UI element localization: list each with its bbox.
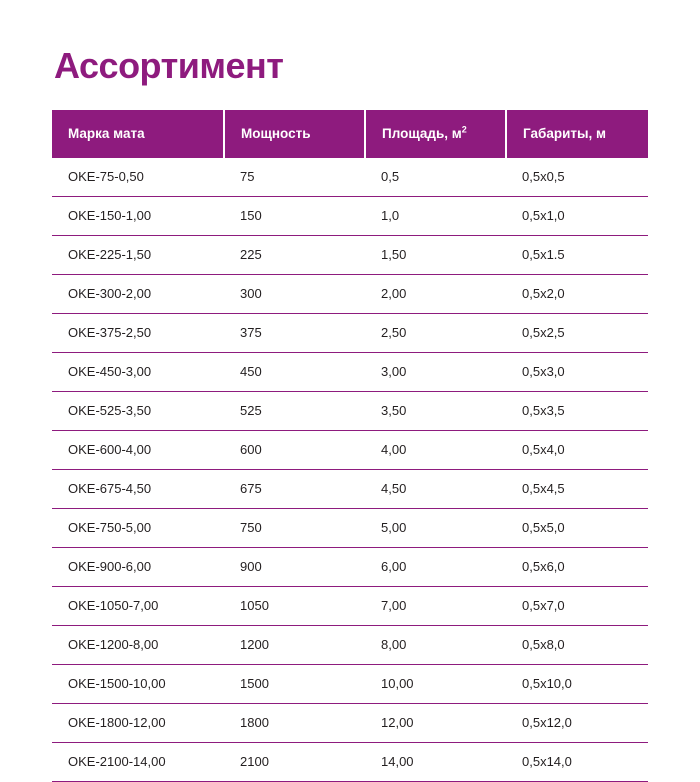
cell-power: 1800 (224, 703, 365, 742)
cell-power: 300 (224, 274, 365, 313)
table-row (52, 313, 648, 352)
table-row (52, 547, 648, 586)
table-row (52, 508, 648, 547)
cell-power: 450 (224, 352, 365, 391)
cell-area: 1,50 (365, 235, 506, 274)
cell-power: 525 (224, 391, 365, 430)
table-header-row (52, 110, 648, 158)
cell-mark: OKE-1050-7,00 (52, 586, 224, 625)
cell-mark: OKE-300-2,00 (52, 274, 224, 313)
cell-mark: OKE-225-1,50 (52, 235, 224, 274)
cell-size: 0,5x1,0 (506, 196, 648, 235)
table-row (52, 274, 648, 313)
cell-mark: OKE-675-4,50 (52, 469, 224, 508)
cell-area: 14,00 (365, 742, 506, 781)
table-body (52, 158, 648, 782)
cell-size: 0,5x1.5 (506, 235, 648, 274)
cell-mark: OKE-1500-10,00 (52, 664, 224, 703)
cell-area: 0,5 (365, 158, 506, 197)
cell-area: 2,50 (365, 313, 506, 352)
cell-mark: OKE-375-2,50 (52, 313, 224, 352)
cell-mark: OKE-525-3,50 (52, 391, 224, 430)
cell-size: 0,5x2,0 (506, 274, 648, 313)
assortment-table (52, 110, 648, 782)
cell-area: 1,0 (365, 196, 506, 235)
column-header-size: Габариты, м (506, 110, 648, 158)
cell-size: 0,5x14,0 (506, 742, 648, 781)
cell-power: 225 (224, 235, 365, 274)
cell-area: 10,00 (365, 664, 506, 703)
cell-area: 4,00 (365, 430, 506, 469)
cell-mark: OKE-750-5,00 (52, 508, 224, 547)
cell-mark: OKE-150-1,00 (52, 196, 224, 235)
cell-area: 2,00 (365, 274, 506, 313)
cell-mark: OKE-600-4,00 (52, 430, 224, 469)
cell-mark: OKE-450-3,00 (52, 352, 224, 391)
cell-mark: OKE-900-6,00 (52, 547, 224, 586)
cell-size: 0,5x0,5 (506, 158, 648, 197)
table-row (52, 586, 648, 625)
cell-power: 1050 (224, 586, 365, 625)
cell-power: 750 (224, 508, 365, 547)
cell-mark: OKE-1200-8,00 (52, 625, 224, 664)
cell-area: 3,50 (365, 391, 506, 430)
cell-size: 0,5x4,0 (506, 430, 648, 469)
column-header-mark: Марка мата (52, 110, 224, 158)
cell-size: 0,5x12,0 (506, 703, 648, 742)
cell-power: 375 (224, 313, 365, 352)
table-row (52, 391, 648, 430)
cell-size: 0,5x3,0 (506, 352, 648, 391)
table-row (52, 352, 648, 391)
cell-power: 600 (224, 430, 365, 469)
cell-power: 2100 (224, 742, 365, 781)
cell-size: 0,5x2,5 (506, 313, 648, 352)
table-row (52, 703, 648, 742)
table-row (52, 742, 648, 781)
cell-mark: OKE-1800-12,00 (52, 703, 224, 742)
column-header-area-text: Площадь, м (382, 126, 462, 142)
cell-power: 675 (224, 469, 365, 508)
cell-size: 0,5x10,0 (506, 664, 648, 703)
cell-power: 150 (224, 196, 365, 235)
table-row (52, 235, 648, 274)
table-row (52, 158, 648, 197)
table-row (52, 625, 648, 664)
column-header-power: Мощность (224, 110, 365, 158)
page-title: Ассортимент (54, 45, 284, 86)
cell-size: 0,5x3,5 (506, 391, 648, 430)
cell-power: 75 (224, 158, 365, 197)
cell-area: 5,00 (365, 508, 506, 547)
cell-mark: OKE-2100-14,00 (52, 742, 224, 781)
cell-area: 12,00 (365, 703, 506, 742)
column-header-area (365, 110, 506, 158)
table-row (52, 469, 648, 508)
cell-size: 0,5x4,5 (506, 469, 648, 508)
column-header-area-superscript: 2 (461, 124, 467, 135)
cell-size: 0,5x8,0 (506, 625, 648, 664)
table-row (52, 196, 648, 235)
cell-area: 4,50 (365, 469, 506, 508)
cell-area: 7,00 (365, 586, 506, 625)
table-row (52, 664, 648, 703)
table-header (52, 110, 648, 158)
table-row (52, 430, 648, 469)
cell-size: 0,5x6,0 (506, 547, 648, 586)
cell-area: 6,00 (365, 547, 506, 586)
cell-power: 900 (224, 547, 365, 586)
cell-area: 8,00 (365, 625, 506, 664)
cell-size: 0,5x5,0 (506, 508, 648, 547)
cell-power: 1200 (224, 625, 365, 664)
cell-mark: OKE-75-0,50 (52, 158, 224, 197)
cell-size: 0,5x7,0 (506, 586, 648, 625)
cell-area: 3,00 (365, 352, 506, 391)
cell-power: 1500 (224, 664, 365, 703)
